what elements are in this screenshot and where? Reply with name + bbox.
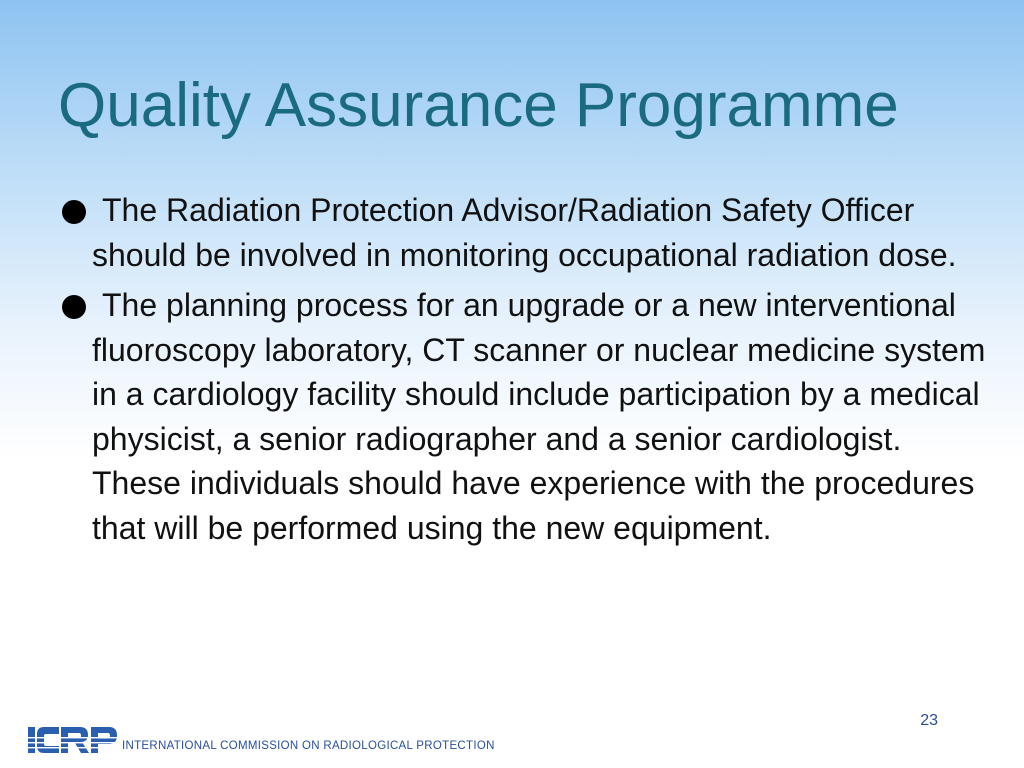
icrp-logo xyxy=(28,720,495,754)
bullet-text: The Radiation Protection Advisor/Radiation Safety Officer should be involved in monitoring occupational radiation dose. xyxy=(92,192,957,273)
bullet-list xyxy=(58,188,998,556)
organization-name: INTERNATIONAL COMMISSION ON RADIOLOGICAL PROTECTION xyxy=(122,740,495,752)
bullet-item xyxy=(58,188,998,277)
bullet-text: The planning process for an upgrade or a new interventional fluoroscopy laboratory, CT scanner or nuclear medicine system in a cardiology facility should include participation by a medical physicist, a senior radiographer and a senior cardiologist. These individuals should have experience with the procedures that will be performed using the new equipment. xyxy=(92,287,986,546)
bullet-dot-icon xyxy=(62,200,86,224)
bullet-item xyxy=(58,283,998,550)
slide-title: Quality Assurance Programme xyxy=(58,71,899,140)
icrp-logo-icon xyxy=(28,724,118,754)
bullet-dot-icon xyxy=(62,295,86,319)
page-number: 23 xyxy=(920,712,938,729)
